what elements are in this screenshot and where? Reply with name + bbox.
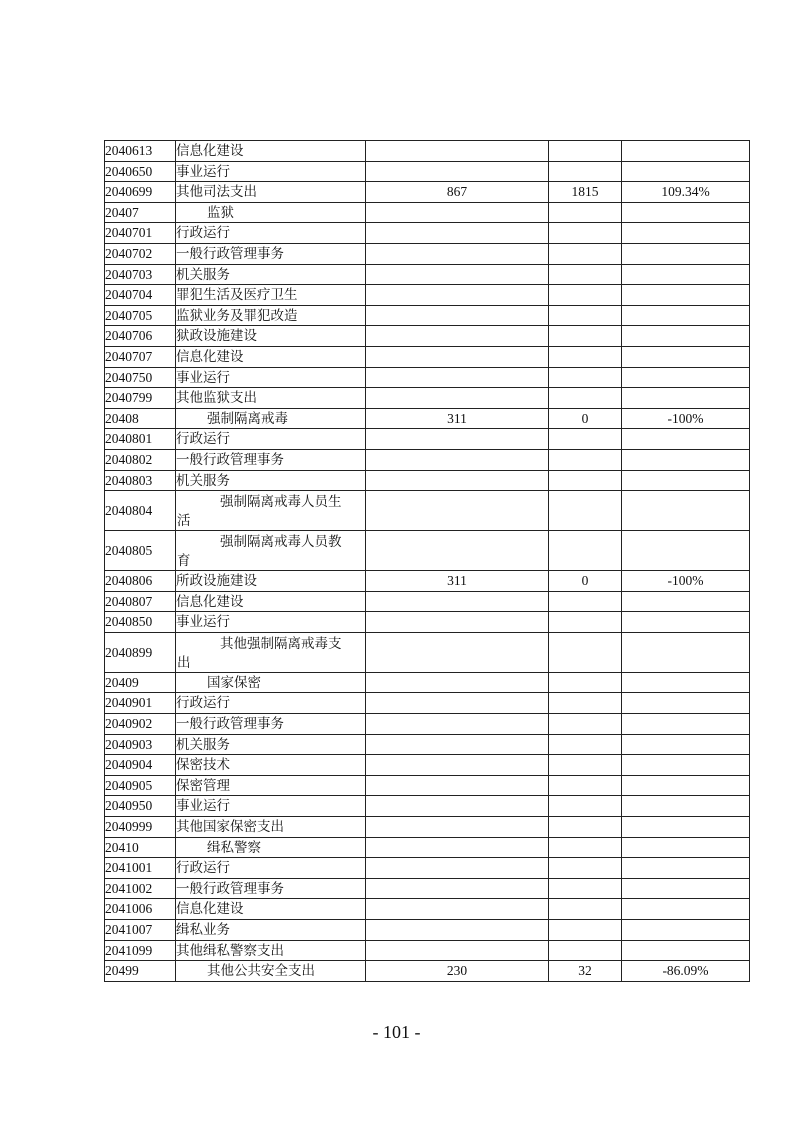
account-name-cell: 其他缉私警察支出	[176, 940, 366, 961]
account-code-cell: 2040904	[105, 755, 176, 776]
change-percent-cell	[622, 264, 750, 285]
change-percent-cell	[622, 491, 750, 531]
account-name-cell: 事业运行	[176, 612, 366, 633]
account-name-cell: 保密技术	[176, 755, 366, 776]
account-code-cell: 2040805	[105, 531, 176, 571]
budget-amount-cell	[366, 305, 549, 326]
budget-amount-cell	[366, 367, 549, 388]
actual-amount-cell	[549, 672, 622, 693]
account-name-cell	[176, 491, 366, 531]
change-percent-cell	[622, 531, 750, 571]
table-row	[105, 920, 750, 941]
actual-amount-cell	[549, 899, 622, 920]
actual-amount-cell	[549, 491, 622, 531]
change-percent-cell	[622, 367, 750, 388]
table-row	[105, 571, 750, 592]
change-percent-cell	[622, 202, 750, 223]
account-name-cell: 罪犯生活及医疗卫生	[176, 285, 366, 306]
account-code-cell: 2040704	[105, 285, 176, 306]
table-row	[105, 961, 750, 982]
account-name-line1: 强制隔离戒毒人员教	[220, 534, 342, 550]
actual-amount-cell	[549, 693, 622, 714]
table-row	[105, 796, 750, 817]
account-name-cell: 行政运行	[176, 858, 366, 879]
budget-amount-cell: 867	[366, 182, 549, 203]
change-percent-cell	[622, 672, 750, 693]
actual-amount-cell	[549, 878, 622, 899]
account-code-cell: 2040903	[105, 734, 176, 755]
actual-amount-cell	[549, 837, 622, 858]
account-name-cell: 监狱业务及罪犯改造	[176, 305, 366, 326]
account-code-cell: 2040850	[105, 612, 176, 633]
account-name-cell: 保密管理	[176, 775, 366, 796]
actual-amount-cell	[549, 449, 622, 470]
account-name-cell: 缉私业务	[176, 920, 366, 941]
budget-amount-cell	[366, 612, 549, 633]
account-name-cell: 强制隔离戒毒	[176, 408, 366, 429]
actual-amount-cell	[549, 223, 622, 244]
budget-amount-cell	[366, 693, 549, 714]
table-row	[105, 264, 750, 285]
table-row	[105, 223, 750, 244]
actual-amount-cell: 32	[549, 961, 622, 982]
budget-amount-cell	[366, 264, 549, 285]
account-name-cell: 行政运行	[176, 223, 366, 244]
account-name-cell: 信息化建设	[176, 346, 366, 367]
account-code-cell: 2041002	[105, 878, 176, 899]
table-row	[105, 449, 750, 470]
account-name-cell: 监狱	[176, 202, 366, 223]
change-percent-cell	[622, 858, 750, 879]
actual-amount-cell	[549, 388, 622, 409]
change-percent-cell	[622, 796, 750, 817]
account-name-cell: 机关服务	[176, 734, 366, 755]
account-code-cell: 2041006	[105, 899, 176, 920]
account-code-cell: 2040807	[105, 591, 176, 612]
change-percent-cell	[622, 388, 750, 409]
actual-amount-cell	[549, 429, 622, 450]
account-code-cell: 2040699	[105, 182, 176, 203]
table-row	[105, 612, 750, 633]
account-code-cell: 2040802	[105, 449, 176, 470]
budget-amount-cell	[366, 899, 549, 920]
account-code-cell: 2040799	[105, 388, 176, 409]
account-name-cell: 信息化建设	[176, 591, 366, 612]
change-percent-cell	[622, 612, 750, 633]
account-code-cell: 2040905	[105, 775, 176, 796]
change-percent-cell	[622, 837, 750, 858]
budget-amount-cell	[366, 141, 549, 162]
actual-amount-cell	[549, 161, 622, 182]
budget-amount-cell	[366, 285, 549, 306]
table-row	[105, 202, 750, 223]
budget-amount-cell	[366, 858, 549, 879]
budget-amount-cell	[366, 920, 549, 941]
account-code-cell: 2040806	[105, 571, 176, 592]
actual-amount-cell	[549, 305, 622, 326]
account-code-cell: 2040902	[105, 714, 176, 735]
actual-amount-cell	[549, 714, 622, 735]
account-code-cell: 20408	[105, 408, 176, 429]
budget-amount-cell	[366, 632, 549, 672]
actual-amount-cell: 0	[549, 408, 622, 429]
budget-amount-cell	[366, 202, 549, 223]
actual-amount-cell	[549, 367, 622, 388]
budget-amount-cell	[366, 223, 549, 244]
table-row	[105, 775, 750, 796]
table-row	[105, 672, 750, 693]
budget-amount-cell	[366, 591, 549, 612]
actual-amount-cell	[549, 264, 622, 285]
budget-amount-cell	[366, 161, 549, 182]
budget-amount-cell	[366, 243, 549, 264]
budget-amount-cell	[366, 491, 549, 531]
table-row	[105, 326, 750, 347]
table-row	[105, 878, 750, 899]
budget-amount-cell: 311	[366, 408, 549, 429]
actual-amount-cell	[549, 243, 622, 264]
actual-amount-cell	[549, 796, 622, 817]
change-percent-cell	[622, 817, 750, 838]
change-percent-cell	[622, 161, 750, 182]
change-percent-cell	[622, 449, 750, 470]
account-code-cell: 2040702	[105, 243, 176, 264]
budget-table	[104, 140, 750, 982]
actual-amount-cell	[549, 858, 622, 879]
actual-amount-cell	[549, 632, 622, 672]
actual-amount-cell	[549, 734, 622, 755]
account-code-cell: 2040703	[105, 264, 176, 285]
account-name-line1: 其他强制隔离戒毒支	[220, 635, 342, 651]
account-name-cell: 事业运行	[176, 796, 366, 817]
table-row	[105, 899, 750, 920]
account-code-cell: 2040801	[105, 429, 176, 450]
account-name-cell: 信息化建设	[176, 141, 366, 162]
account-name-cell: 狱政设施建设	[176, 326, 366, 347]
budget-amount-cell	[366, 326, 549, 347]
table-row	[105, 305, 750, 326]
account-name-cell: 其他监狱支出	[176, 388, 366, 409]
account-name-cell	[176, 632, 366, 672]
change-percent-cell	[622, 326, 750, 347]
account-name-cell: 一般行政管理事务	[176, 243, 366, 264]
change-percent-cell	[622, 878, 750, 899]
account-code-cell: 2040803	[105, 470, 176, 491]
account-name-cell: 所政设施建设	[176, 571, 366, 592]
account-name-cell: 行政运行	[176, 693, 366, 714]
actual-amount-cell	[549, 202, 622, 223]
actual-amount-cell	[549, 920, 622, 941]
budget-amount-cell	[366, 388, 549, 409]
account-name-cell: 信息化建设	[176, 899, 366, 920]
account-code-cell: 2040701	[105, 223, 176, 244]
actual-amount-cell	[549, 612, 622, 633]
change-percent-cell	[622, 429, 750, 450]
account-name-cell: 机关服务	[176, 470, 366, 491]
account-name-cell: 缉私警察	[176, 837, 366, 858]
table-row	[105, 388, 750, 409]
account-code-cell: 2040901	[105, 693, 176, 714]
account-name-cell: 其他公共安全支出	[176, 961, 366, 982]
account-name-cell: 一般行政管理事务	[176, 449, 366, 470]
account-code-cell: 20499	[105, 961, 176, 982]
change-percent-cell	[622, 346, 750, 367]
account-name-cell	[176, 531, 366, 571]
actual-amount-cell: 1815	[549, 182, 622, 203]
change-percent-cell	[622, 734, 750, 755]
budget-amount-cell	[366, 940, 549, 961]
actual-amount-cell	[549, 346, 622, 367]
account-code-cell: 2041099	[105, 940, 176, 961]
table-row	[105, 858, 750, 879]
account-name-cell: 其他国家保密支出	[176, 817, 366, 838]
change-percent-cell: -100%	[622, 408, 750, 429]
change-percent-cell: -86.09%	[622, 961, 750, 982]
change-percent-cell	[622, 693, 750, 714]
table-row	[105, 408, 750, 429]
table-row	[105, 429, 750, 450]
budget-amount-cell	[366, 796, 549, 817]
account-code-cell: 2040705	[105, 305, 176, 326]
actual-amount-cell	[549, 775, 622, 796]
account-code-cell: 2040707	[105, 346, 176, 367]
change-percent-cell	[622, 141, 750, 162]
change-percent-cell	[622, 632, 750, 672]
account-name-cell: 行政运行	[176, 429, 366, 450]
budget-amount-cell: 311	[366, 571, 549, 592]
table-row	[105, 243, 750, 264]
table-row	[105, 531, 750, 571]
budget-amount-cell	[366, 449, 549, 470]
account-code-cell: 2040804	[105, 491, 176, 531]
table-row	[105, 182, 750, 203]
budget-amount-cell	[366, 775, 549, 796]
budget-amount-cell: 230	[366, 961, 549, 982]
account-name-cell: 事业运行	[176, 367, 366, 388]
table-row	[105, 141, 750, 162]
actual-amount-cell	[549, 755, 622, 776]
actual-amount-cell	[549, 531, 622, 571]
actual-amount-cell: 0	[549, 571, 622, 592]
actual-amount-cell	[549, 817, 622, 838]
account-name-cell: 国家保密	[176, 672, 366, 693]
actual-amount-cell	[549, 141, 622, 162]
budget-amount-cell	[366, 714, 549, 735]
account-code-cell: 2040999	[105, 817, 176, 838]
page-number: - 101 -	[372, 1022, 421, 1042]
table-row	[105, 491, 750, 531]
table-row	[105, 714, 750, 735]
budget-amount-cell	[366, 734, 549, 755]
change-percent-cell: -100%	[622, 571, 750, 592]
change-percent-cell	[622, 285, 750, 306]
account-name-line1: 强制隔离戒毒人员生	[220, 494, 342, 510]
change-percent-cell	[622, 920, 750, 941]
account-name-cell: 事业运行	[176, 161, 366, 182]
table-row	[105, 470, 750, 491]
change-percent-cell: 109.34%	[622, 182, 750, 203]
table-row	[105, 940, 750, 961]
table-row	[105, 755, 750, 776]
change-percent-cell	[622, 755, 750, 776]
account-name-cell: 一般行政管理事务	[176, 714, 366, 735]
table-row	[105, 693, 750, 714]
change-percent-cell	[622, 714, 750, 735]
account-code-cell: 2040706	[105, 326, 176, 347]
actual-amount-cell	[549, 326, 622, 347]
account-name-line2: 育	[177, 553, 191, 569]
budget-amount-cell	[366, 672, 549, 693]
account-name-cell: 机关服务	[176, 264, 366, 285]
budget-table-body	[105, 141, 750, 982]
account-name-cell: 一般行政管理事务	[176, 878, 366, 899]
account-code-cell: 2040613	[105, 141, 176, 162]
change-percent-cell	[622, 940, 750, 961]
change-percent-cell	[622, 899, 750, 920]
budget-amount-cell	[366, 837, 549, 858]
budget-amount-cell	[366, 878, 549, 899]
account-code-cell: 2041001	[105, 858, 176, 879]
budget-amount-cell	[366, 429, 549, 450]
table-row	[105, 346, 750, 367]
table-row	[105, 632, 750, 672]
change-percent-cell	[622, 775, 750, 796]
account-code-cell: 2040899	[105, 632, 176, 672]
budget-amount-cell	[366, 470, 549, 491]
account-code-cell: 2040750	[105, 367, 176, 388]
account-name-line2: 出	[177, 654, 191, 670]
table-row	[105, 817, 750, 838]
table-row	[105, 734, 750, 755]
table-row	[105, 591, 750, 612]
change-percent-cell	[622, 470, 750, 491]
account-code-cell: 2041007	[105, 920, 176, 941]
budget-amount-cell	[366, 755, 549, 776]
change-percent-cell	[622, 223, 750, 244]
actual-amount-cell	[549, 285, 622, 306]
account-code-cell: 2040950	[105, 796, 176, 817]
budget-amount-cell	[366, 346, 549, 367]
change-percent-cell	[622, 243, 750, 264]
account-code-cell: 2040650	[105, 161, 176, 182]
budget-amount-cell	[366, 531, 549, 571]
account-code-cell: 20410	[105, 837, 176, 858]
account-name-line2: 活	[177, 513, 191, 529]
actual-amount-cell	[549, 470, 622, 491]
budget-amount-cell	[366, 817, 549, 838]
table-row	[105, 161, 750, 182]
change-percent-cell	[622, 591, 750, 612]
change-percent-cell	[622, 305, 750, 326]
actual-amount-cell	[549, 591, 622, 612]
table-row	[105, 367, 750, 388]
table-row	[105, 285, 750, 306]
table-row	[105, 837, 750, 858]
actual-amount-cell	[549, 940, 622, 961]
account-name-cell: 其他司法支出	[176, 182, 366, 203]
account-code-cell: 20407	[105, 202, 176, 223]
account-code-cell: 20409	[105, 672, 176, 693]
